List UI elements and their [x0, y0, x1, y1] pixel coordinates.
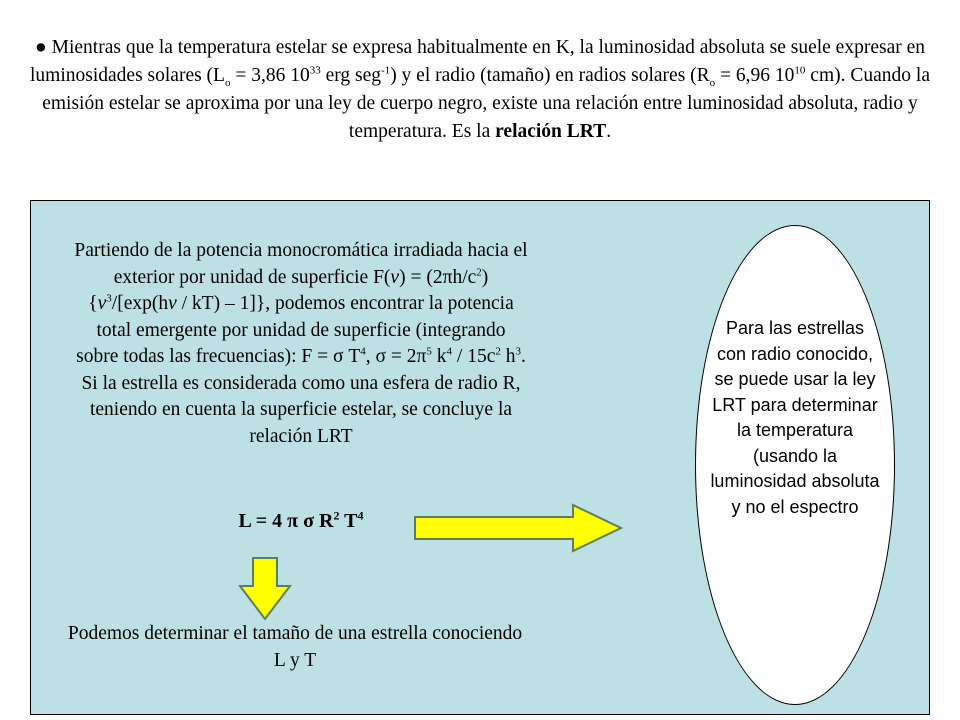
lrt-term: relación LRT — [495, 121, 607, 142]
right-arrow-shape — [415, 505, 621, 551]
derivation-text: Partiendo de la potencia monocromática irradiada hacia el exterior por unidad de superficie $F(\nu) = (2\pi h/c^2)\{\nu^3/[\exp(h\nu / kT) - 1]\}$, podemos encontrar la potencia total emergente por unidad de superficie (integrando sobre todas las frecuencias): F = σ $T^4$, $\sigma = 2\pi^5$ $k^4 / 15c^2$ $h^3$. Si la estrella es considerada como una esfera de radio R, teniendo en cuenta la superficie estelar, se concluye la relación LRT — [74, 240, 528, 447]
down-arrow-shape — [240, 558, 290, 619]
right-arrow-icon — [413, 503, 625, 553]
ellipse-callout-text: Para las estrellas con radio conocido, se puede usar la ley LRT para determinar la temperatura (usando la luminosidad absoluta y no el espectro — [710, 318, 880, 517]
bullet-icon: ● — [34, 37, 47, 58]
down-arrow-icon — [237, 556, 293, 622]
content-panel — [30, 200, 930, 715]
conclusion-text: Podemos determinar el tamaño de una estrella conociendo L y T — [67, 623, 523, 671]
intro-paragraph: ● Mientras que la temperatura estelar se expresa habitualmente en K, la luminosidad absoluta se suele expresar en luminosidades solares ($L_o = 3,86$ $10^{33}$ erg seg$^{-1}$) y el radio (tamaño) en radios solares ($R_o = 6,96$ $10^{10}$ cm). Cuando la emisión estelar se aproxima por una ley de cuerpo negro, existe una relación entre luminosidad absoluta, radio y temperatura. Es la relación LRT. — [30, 37, 930, 142]
lrt-formula: L = 4 π σ $R^2$ $T^4$ — [238, 508, 364, 532]
